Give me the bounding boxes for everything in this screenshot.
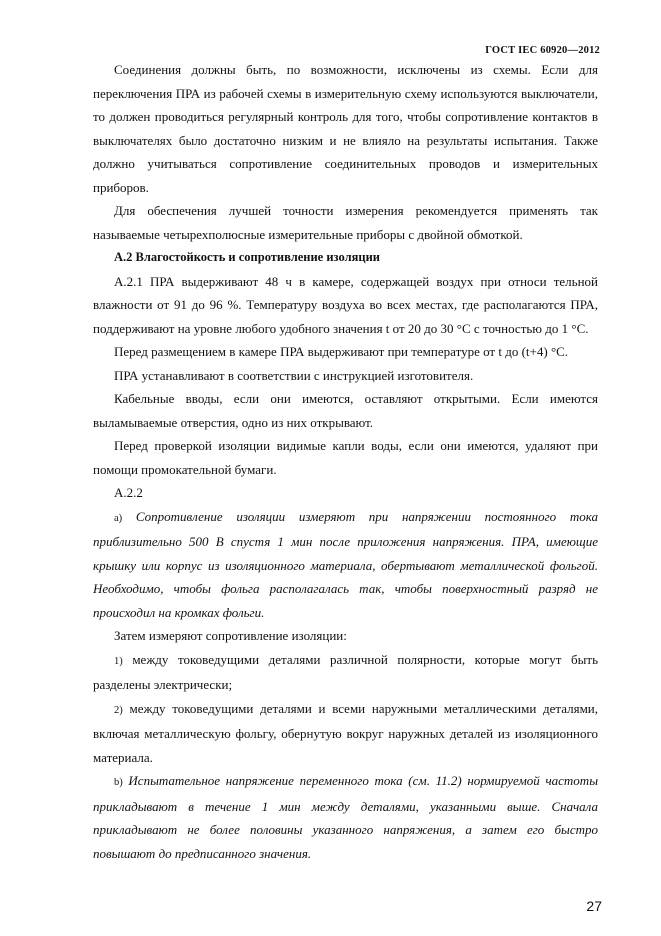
list-label-2: 2): [114, 704, 123, 716]
paragraph-a22: А.2.2: [114, 485, 143, 500]
section-heading: А.2 Влагостойкость и сопротивление изоляции: [114, 250, 380, 264]
list-label-b: b): [114, 777, 123, 788]
list-label-a: а): [114, 512, 123, 524]
list-item-1: [93, 648, 598, 697]
paragraph-water-drops: Перед проверкой изоляции видимые капли воды, если они имеются, удаляют при помощи промокательной бумаги.: [93, 438, 598, 477]
list-text-2: между токоведущими деталями и всеми наружными металлическими деталями, включая металлическую фольгу, обернутую вокруг наружных деталей из изоляционного материала.: [93, 700, 599, 765]
list-text-a: Сопротивление изоляции измеряют при напряжении постоянного тока приблизительно 500 В спустя 1 мин после приложения напряжения. ПРА, имеющие крышку или корпус из изоляционного материала, обертывают металлической фольгой. Необходимо, чтобы фольга располагалась так, чтобы поверхностный разряд не происходил на кромках фольги.: [93, 508, 598, 620]
document-body: [93, 58, 598, 865]
paragraph-installation: ПРА устанавливают в соответствии с инструкцией изготовителя.: [114, 367, 474, 383]
paragraph-accuracy: Для обеспечения лучшей точности измерения рекомендуется применять так называемые четырехполюсные измерительные приборы с двойной обмоткой.: [93, 203, 598, 242]
page-number: 27: [586, 898, 602, 914]
paragraph-connections: Соединения должны быть, по возможности, исключены из схемы. Если для переключения ПРА из рабочей схемы в измерительную схему используются выключатели, то должен проводиться регулярный контроль для того, чтобы сопротивление контактов в выключателях было достаточно низким и не влияло на результаты испытания. Также должно учитываться сопротивление соединительных проводов и измерительных приборов.: [93, 62, 598, 195]
list-text-b: Испытательное напряжение переменного тока (см. 11.2) нормируемой частоты прикладывают в течение 1 мин между деталями, указанными выше. Сначала прикладывают не более половины указанного напряжения, а затем его быстро повышают до предписанного значения.: [93, 773, 599, 861]
list-item-2: [93, 697, 598, 770]
paragraph-cable-entries: Кабельные вводы, если они имеются, оставляют открытыми. Если имеются выламываемые отверстия, одно из них открывают.: [93, 391, 598, 430]
paragraph-a21: А.2.1 ПРА выдерживают 48 ч в камере, содержащей воздух при относи тельной влажности от 91 до 96 %. Температуру воздуха во всех местах, где располагаются ПРА, поддерживают на уровне любого удобного значения t от 20 до 30 °С с точностью до 1 °С.: [93, 273, 598, 336]
list-text-1: между токоведущими деталями различной полярности, которые могут быть разделены электрически;: [93, 651, 598, 692]
list-label-1: 1): [114, 655, 123, 667]
list-item-a: [93, 505, 598, 625]
paragraph-then-measure: Затем измеряют сопротивление изоляции:: [114, 628, 347, 643]
document-header: ГОСТ IEC 60920—2012: [485, 45, 600, 56]
list-item-b: [93, 769, 598, 865]
paragraph-preconditioning: Перед размещением в камере ПРА выдерживают при температуре от t до (t+4) °С.: [114, 344, 569, 359]
